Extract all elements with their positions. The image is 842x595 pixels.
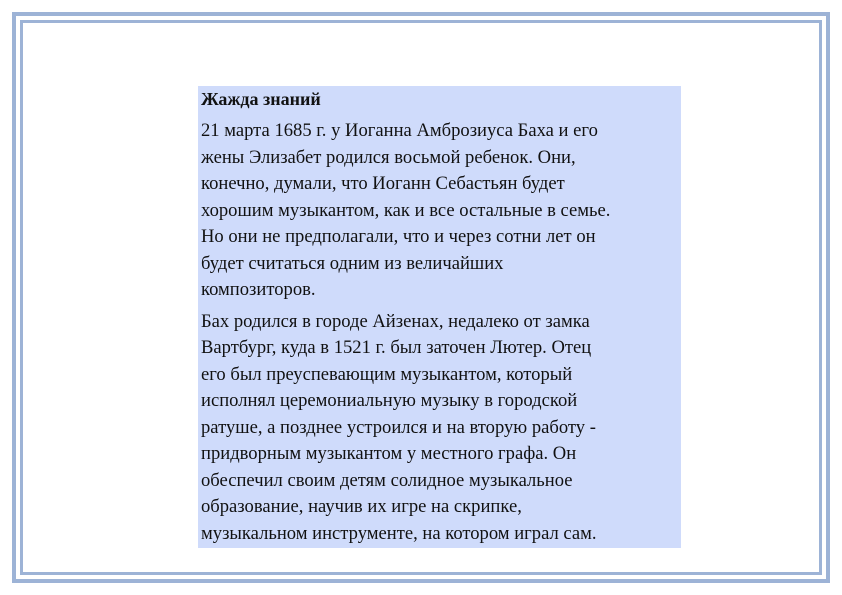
document-title: Жажда знаний [201,89,321,109]
paragraph-1: 21 марта 1685 г. у Иоганна Амброзиуса Баха и его жены Элизабет родился восьмой ребенок. Они, конечно, думали, что Иоганн Себастьян будет хорошим музыкантом, как и все остальные в семье. Но они не предполагали, что и через сотни лет он будет считаться одним из величайших композиторов. [201,120,611,300]
paragraph-2: Бах родился в городе Айзенах, недалеко от замка Вартбург, куда в 1521 г. был заточен Лютер. Отец его был преуспевающим музыкантом, который исполнял церемониальную музыку в городской ратуше, а позднее устроился и на вторую работу - придворным музыкантом у местного графа. Он обеспечил своим детям солидное музыкальное образование, научив их игре на скрипке, музыкальном инструменте, на котором играл сам. [201,310,597,544]
highlighted-text-block [198,86,681,548]
